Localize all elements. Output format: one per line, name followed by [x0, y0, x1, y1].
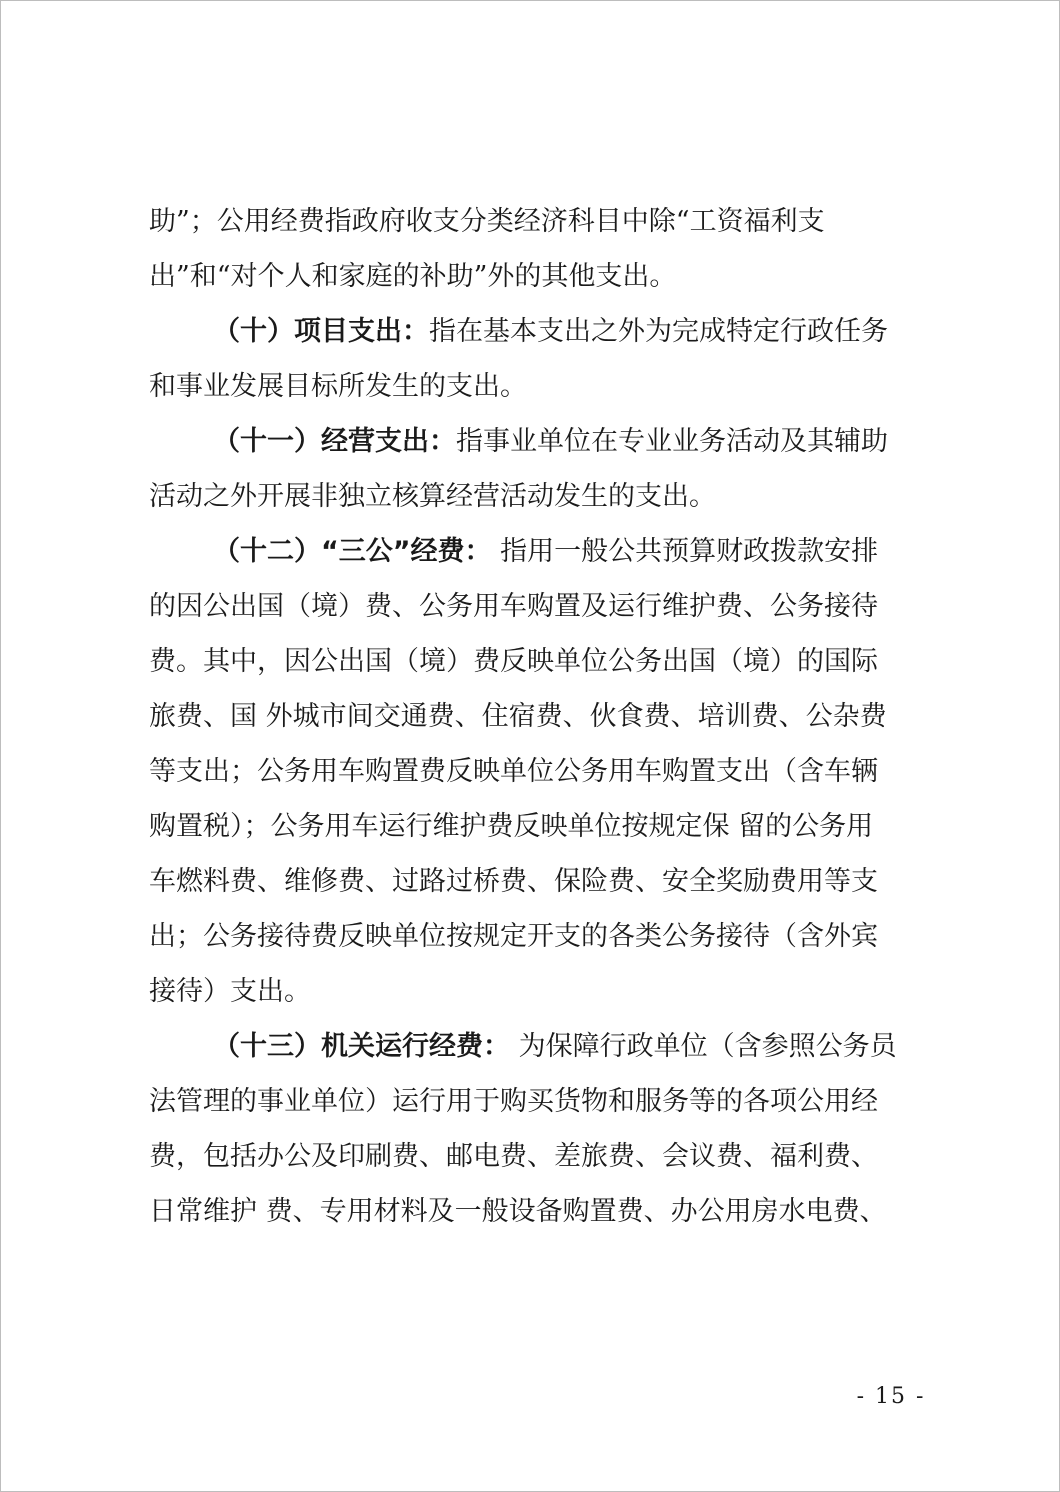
document-body	[149, 194, 929, 1239]
text-line	[149, 1019, 929, 1074]
text-line: 车燃料费、维修费、过路过桥费、保险费、安全奖励费用等支	[149, 866, 878, 897]
paragraph-operating-expenditure	[149, 414, 929, 524]
term-definition: 指事业单位在专业业务活动及其辅助	[456, 426, 888, 457]
text-line: 活动之外开展非独立核算经营活动发生的支出。	[149, 481, 716, 512]
text-line	[149, 304, 929, 359]
text-line: 出；公务接待费反映单位按规定开支的各类公务接待（含外宾	[149, 921, 878, 952]
page-number: - 15 -	[856, 1384, 926, 1409]
text-line: 出”和“对个人和家庭的补助”外的其他支出。	[149, 261, 677, 292]
text-line	[149, 414, 929, 469]
term-definition: 指在基本支出之外为完成特定行政任务	[429, 316, 888, 347]
text-line: 等支出；公务用车购置费反映单位公务用车购置支出（含车辆	[149, 756, 878, 787]
text-line	[149, 524, 929, 579]
text-line: 费。其中，因公出国（境）费反映单位公务出国（境）的国际	[149, 646, 878, 677]
paragraph-three-public-expenses	[149, 524, 929, 1019]
term-heading: （十一）经营支出：	[213, 426, 456, 457]
text-line: 接待）支出。	[149, 976, 311, 1007]
term-definition: 为保障行政单位（含参照公务员	[510, 1031, 897, 1062]
term-heading: （十）项目支出：	[213, 316, 429, 347]
text-line: 日常维护 费、专用材料及一般设备购置费、办公用房水电费、	[149, 1196, 887, 1227]
text-line: 法管理的事业单位）运行用于购买货物和服务等的各项公用经	[149, 1086, 878, 1117]
term-heading: （十二）“三公”经费：	[213, 536, 492, 567]
text-line: 费，包括办公及印刷费、邮电费、差旅费、会议费、福利费、	[149, 1141, 878, 1172]
paragraph-project-expenditure	[149, 304, 929, 414]
text-line: 旅费、国 外城市间交通费、住宿费、伙食费、培训费、公杂费	[149, 701, 887, 732]
text-line: 和事业发展目标所发生的支出。	[149, 371, 527, 402]
text-line: 的因公出国（境）费、公务用车购置及运行维护费、公务接待	[149, 591, 878, 622]
term-definition: 指用一般公共预算财政拨款安排	[491, 536, 879, 567]
paragraph-agency-operating-funds	[149, 1019, 929, 1239]
text-line: 购置税）；公务用车运行维护费反映单位按规定保 留的公务用	[149, 811, 874, 842]
term-heading: （十三）机关运行经费：	[213, 1031, 510, 1062]
paragraph-public-funds-continued	[149, 194, 929, 304]
text-line: 助”；公用经费指政府收支分类经济科目中除“工资福利支	[149, 206, 825, 237]
